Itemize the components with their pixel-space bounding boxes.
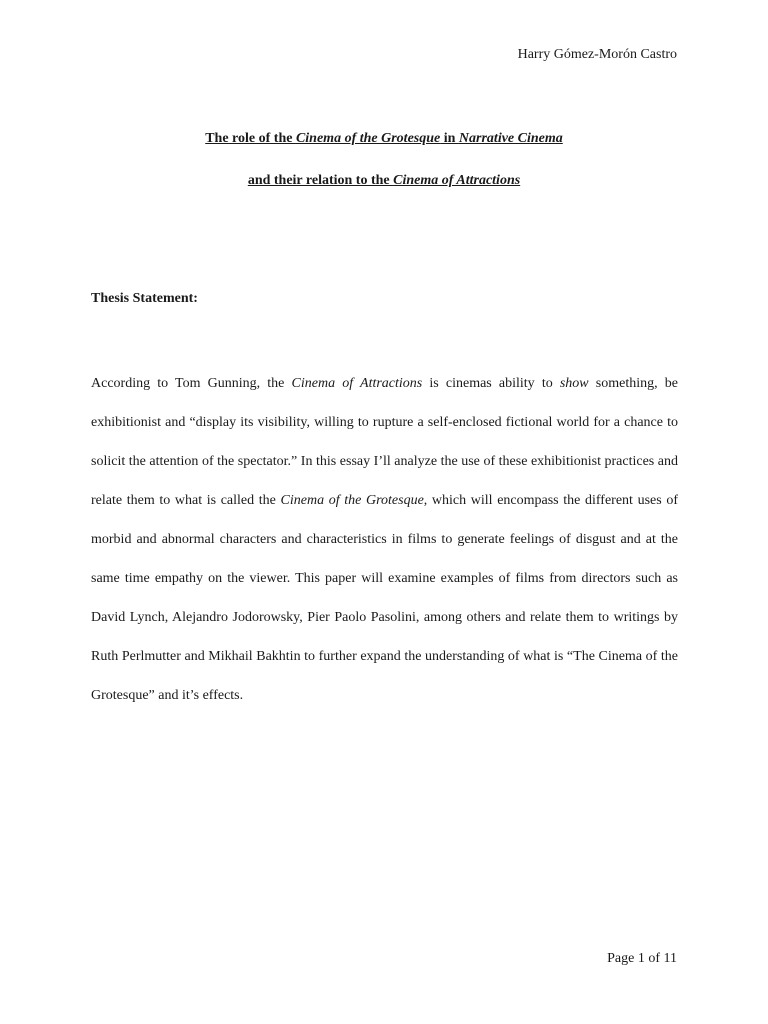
page-number: Page 1 of 11 <box>607 951 677 966</box>
title-line-1-underline <box>205 131 563 146</box>
body-italic-3: Cinema of the Grotesque <box>280 493 424 508</box>
header-author: Harry Gómez-Morón Castro <box>517 47 677 62</box>
body-italic-1: Cinema of Attractions <box>291 376 423 391</box>
thesis-paragraph <box>91 364 678 715</box>
body-text-2: is cinemas ability to <box>422 376 560 391</box>
title-1-italic-a: Cinema of the Grotesque <box>295 131 441 146</box>
title-1-text-b: in <box>440 131 459 146</box>
title-line-2-underline <box>248 173 520 188</box>
thesis-heading: Thesis Statement: <box>91 291 198 306</box>
body-text-4: , which will encompass the different uses of morbid and abnormal characters and characteristics in films to generate feelings of disgust and at the same time empathy on the viewer. This paper will examine examples of films from directors such as David Lynch, Alejandro Jodorowsky, Pier Paolo Pasolini, among others and relate them to writings by Ruth Perlmutter and Mikhail Bakhtin to further expand the understanding of what is “The Cinema of the Grotesque” and it’s effects. <box>91 493 678 703</box>
title-1-italic-b: Narrative Cinema <box>458 131 563 146</box>
title-line-1 <box>0 131 768 147</box>
body-text-3: something, be exhibitionist and “display its visibility, willing to rupture a self-enclosed fictional world for a chance to solicit the attention of the spectator.” In this essay I’ll analyze the use of these exhibitionist practices and relate them to what is called the <box>91 376 678 508</box>
title-1-text-a: The role of the <box>205 131 296 146</box>
title-2-italic-a: Cinema of Attractions <box>393 173 521 188</box>
title-line-2 <box>0 173 768 189</box>
body-text-1: According to Tom Gunning, the <box>91 376 292 391</box>
body-italic-2: show <box>559 376 589 391</box>
title-2-text-a: and their relation to the <box>247 173 394 188</box>
